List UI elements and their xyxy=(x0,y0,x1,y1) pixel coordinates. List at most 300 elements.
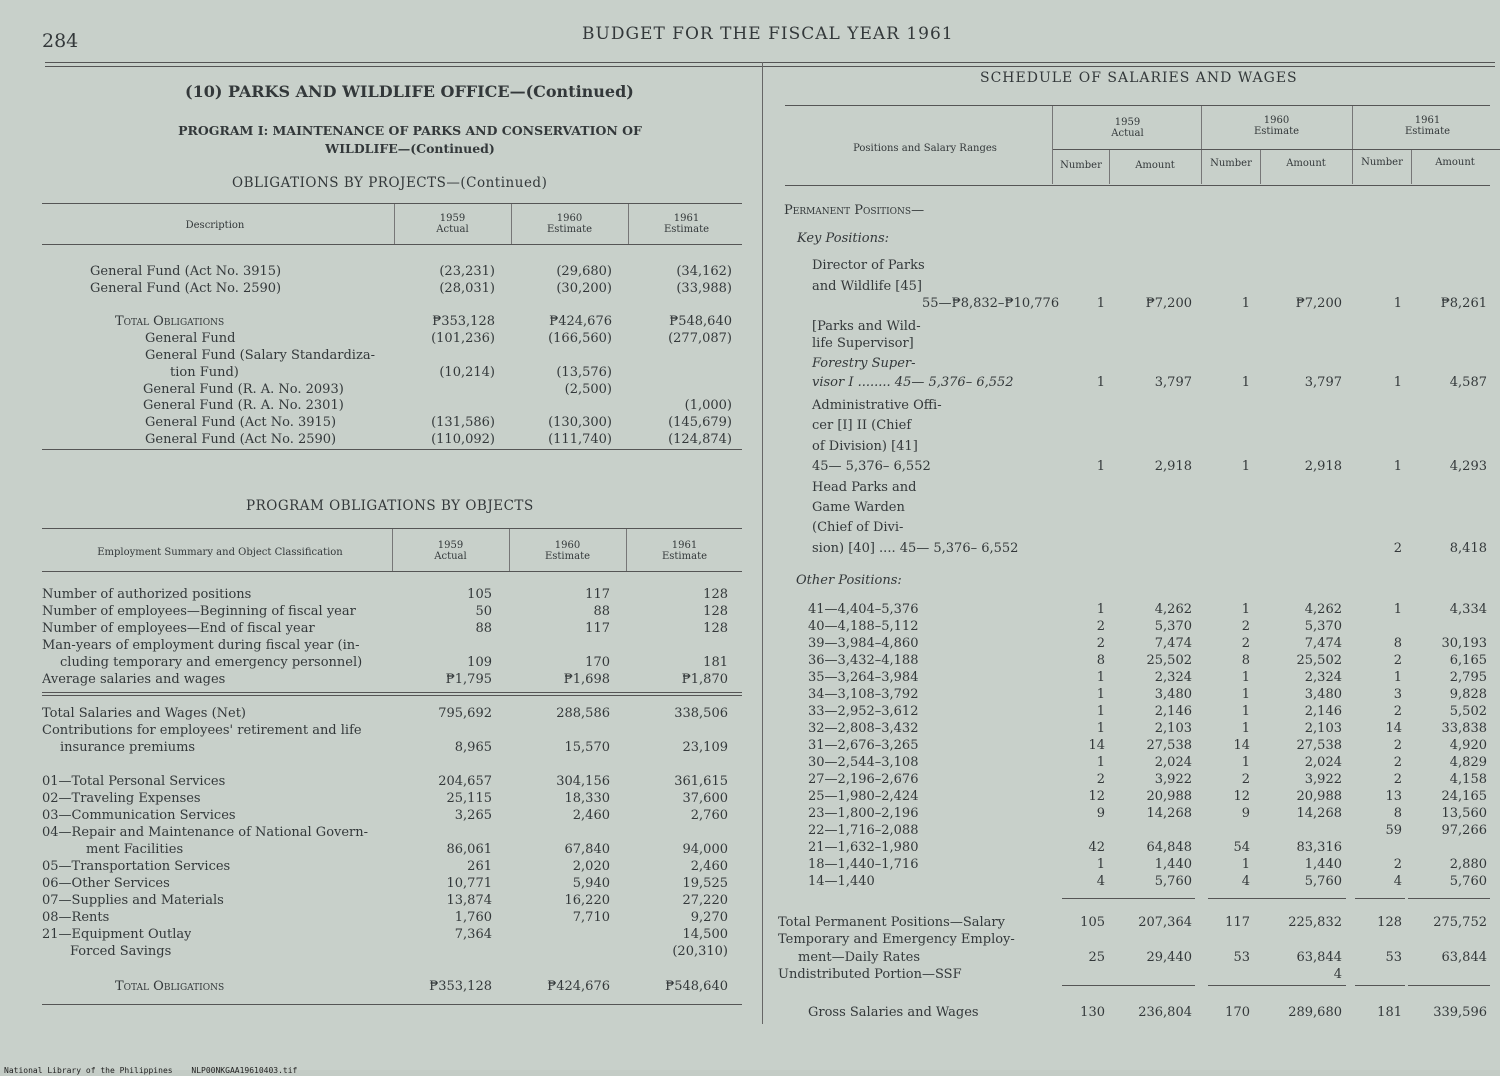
salaries-group-1959: 1959 Actual xyxy=(1111,117,1144,139)
row-value: 15,570 xyxy=(564,740,610,755)
salary-value: 27,538 xyxy=(1146,738,1192,753)
row-value: 288,586 xyxy=(556,706,610,721)
row-value: 2,460 xyxy=(690,859,728,874)
salary-value: 1 xyxy=(1241,857,1250,872)
salary-value: 1 xyxy=(1393,375,1402,390)
key-position-title: life Supervisor] xyxy=(812,336,914,351)
salary-range: 18—1,440–1,716 xyxy=(808,857,919,872)
key-positions-label: Key Positions: xyxy=(797,231,890,246)
salary-value: 9 xyxy=(1096,806,1105,821)
salary-range: 41—4,404–5,376 xyxy=(808,602,919,617)
row-value: (20,310) xyxy=(672,944,728,959)
salary-value: 20,988 xyxy=(1146,789,1192,804)
salary-value: 2,103 xyxy=(1304,721,1342,736)
obligations-col-1961: 1961 Estimate xyxy=(663,213,710,235)
salary-value: 4 xyxy=(1096,874,1105,889)
salary-value: 4,293 xyxy=(1449,459,1487,474)
salary-value: 3,480 xyxy=(1304,687,1342,702)
row-value: (124,874) xyxy=(668,432,732,447)
objects-row xyxy=(40,603,740,620)
salary-value: 5,370 xyxy=(1304,619,1342,634)
sub-number-1960: Number xyxy=(1210,158,1252,169)
row-value: 105 xyxy=(467,587,492,602)
salary-value: 1 xyxy=(1241,755,1250,770)
salary-range: 22—1,716–2,088 xyxy=(808,823,919,838)
other-position-row xyxy=(770,754,1500,771)
salary-value: 1 xyxy=(1241,296,1250,311)
row-value: 50 xyxy=(475,604,492,619)
obligations-row xyxy=(40,364,740,381)
salary-total-row xyxy=(770,1004,1500,1021)
header-rule xyxy=(45,62,1495,67)
key-position-title: Director of Parks xyxy=(812,258,925,273)
salary-value: 289,680 xyxy=(1288,1005,1342,1020)
salary-value: ₱8,261 xyxy=(1440,296,1487,311)
salary-value: 1 xyxy=(1096,857,1105,872)
row-value: 128 xyxy=(703,621,728,636)
objects-row xyxy=(40,620,740,637)
salary-value: 2,918 xyxy=(1154,459,1192,474)
other-position-row xyxy=(770,601,1500,618)
salary-range: 31—2,676–3,265 xyxy=(808,738,919,753)
salary-value: 4,829 xyxy=(1449,755,1487,770)
salary-value: 1 xyxy=(1393,296,1402,311)
row-value: 94,000 xyxy=(682,842,728,857)
key-position-range: visor I ........ 45— 5,376– 6,552 xyxy=(812,375,1014,390)
sub-amount-1960: Amount xyxy=(1286,158,1326,169)
salary-value: 2 xyxy=(1393,857,1402,872)
objects-col-1959: 1959 Actual xyxy=(434,540,467,562)
obligations-col-1960: 1960 Estimate xyxy=(546,213,593,235)
other-position-row xyxy=(770,618,1500,635)
other-position-row xyxy=(770,822,1500,839)
salary-value: 14,268 xyxy=(1296,806,1342,821)
salary-value: 2 xyxy=(1393,755,1402,770)
other-position-row xyxy=(770,703,1500,720)
salary-value: 2 xyxy=(1393,704,1402,719)
salaries-group-1961: 1961 Estimate xyxy=(1404,115,1451,137)
column-divider xyxy=(762,62,763,1024)
row-value: (110,092) xyxy=(431,432,495,447)
row-label: Forced Savings xyxy=(70,944,172,959)
total-rule xyxy=(1208,898,1260,899)
salary-value: 1 xyxy=(1096,704,1105,719)
row-value: 25,115 xyxy=(446,791,492,806)
salary-value: 128 xyxy=(1377,915,1402,930)
row-value: 204,657 xyxy=(438,774,492,789)
row-value: ₱424,676 xyxy=(549,314,612,329)
row-value: 261 xyxy=(467,859,492,874)
sub-amount-1961: Amount xyxy=(1435,157,1475,168)
program-title-line2: WILDLIFE—(Continued) xyxy=(325,141,495,156)
salary-range: 23—1,800–2,196 xyxy=(808,806,919,821)
row-value: 128 xyxy=(703,604,728,619)
salary-values xyxy=(770,295,1500,312)
salary-total-row xyxy=(770,914,1500,931)
other-position-row xyxy=(770,805,1500,822)
salary-value: 2 xyxy=(1393,738,1402,753)
salary-value: 2,024 xyxy=(1304,755,1342,770)
salary-value: 7,474 xyxy=(1154,636,1192,651)
salary-value: 42 xyxy=(1088,840,1105,855)
salary-range: 36—3,432–4,188 xyxy=(808,653,919,668)
key-position-range: 45— 5,376– 6,552 xyxy=(812,459,931,474)
other-position-row xyxy=(770,771,1500,788)
salary-value: 1 xyxy=(1096,602,1105,617)
row-label: 04—Repair and Maintenance of National Govern- xyxy=(42,825,369,840)
other-position-row xyxy=(770,839,1500,856)
row-label: Number of authorized positions xyxy=(42,587,252,602)
salary-value: 97,266 xyxy=(1441,823,1487,838)
other-position-row xyxy=(770,720,1500,737)
salary-value: 236,804 xyxy=(1138,1005,1192,1020)
salary-value: 12 xyxy=(1233,789,1250,804)
salary-value: 63,844 xyxy=(1296,950,1342,965)
salary-value: 8 xyxy=(1393,636,1402,651)
salary-value: 3,797 xyxy=(1304,375,1342,390)
salary-value: 14 xyxy=(1088,738,1105,753)
salary-value: 5,370 xyxy=(1154,619,1192,634)
salary-value: 4,262 xyxy=(1304,602,1342,617)
salary-value: 27,538 xyxy=(1296,738,1342,753)
salary-value: 1 xyxy=(1096,670,1105,685)
sub-amount-1959: Amount xyxy=(1135,160,1175,171)
salary-values xyxy=(770,540,1500,557)
total-label: Undistributed Portion—SSF xyxy=(778,967,962,982)
objects-row xyxy=(40,875,740,892)
row-label: General Fund (Act No. 3915) xyxy=(145,415,337,430)
key-position-title: cer [I] II (Chief xyxy=(812,418,912,433)
salary-value: 53 xyxy=(1233,950,1250,965)
salary-value: 30,193 xyxy=(1441,636,1487,651)
objects-row xyxy=(40,892,740,909)
salary-value: ₱7,200 xyxy=(1295,296,1342,311)
objects-row xyxy=(40,926,740,943)
key-position-title: [Parks and Wild- xyxy=(812,319,921,334)
row-label: Number of employees—Beginning of fiscal year xyxy=(42,604,356,619)
row-value: 170 xyxy=(585,655,610,670)
row-label: Total Obligations xyxy=(115,314,225,329)
program-title-line1: PROGRAM I: MAINTENANCE OF PARKS AND CONSERVATION OF xyxy=(178,123,642,138)
salary-value: 4,158 xyxy=(1449,772,1487,787)
objects-row xyxy=(40,654,740,671)
objects-row xyxy=(40,943,740,960)
salary-value: 339,596 xyxy=(1433,1005,1487,1020)
row-value: 67,840 xyxy=(564,842,610,857)
rule xyxy=(42,1004,742,1005)
row-value: (277,087) xyxy=(668,331,732,346)
objects-row xyxy=(40,637,740,654)
objects-row xyxy=(40,773,740,790)
footer-filename: NLP00NKGAA19610403.tif xyxy=(191,1066,298,1075)
salary-value: 2,880 xyxy=(1449,857,1487,872)
obligations-col-1959: 1959 Actual xyxy=(436,213,469,235)
salary-value: 275,752 xyxy=(1433,915,1487,930)
row-label: 01—Total Personal Services xyxy=(42,774,226,789)
salary-value: 1 xyxy=(1241,602,1250,617)
row-label: Total Salaries and Wages (Net) xyxy=(42,706,247,721)
row-value: 37,600 xyxy=(682,791,728,806)
key-position-title: of Division) [41] xyxy=(812,439,918,454)
salary-value: 1 xyxy=(1241,687,1250,702)
salary-value: 13 xyxy=(1385,789,1402,804)
salary-range: 21—1,632–1,980 xyxy=(808,840,919,855)
objects-row xyxy=(40,671,740,688)
other-position-row xyxy=(770,788,1500,805)
objects-row xyxy=(40,722,740,739)
salary-value: 24,165 xyxy=(1441,789,1487,804)
salary-range: 25—1,980–2,424 xyxy=(808,789,919,804)
salary-range: 27—2,196–2,676 xyxy=(808,772,919,787)
row-value: 3,265 xyxy=(454,808,492,823)
salary-value: 25 xyxy=(1088,950,1105,965)
row-label: 08—Rents xyxy=(42,910,110,925)
row-value: 13,874 xyxy=(446,893,492,908)
objects-row xyxy=(40,841,740,858)
salary-value: 2 xyxy=(1393,653,1402,668)
row-value: 5,940 xyxy=(572,876,610,891)
row-value: (166,560) xyxy=(548,331,612,346)
salary-values xyxy=(770,458,1500,475)
row-value: (10,214) xyxy=(439,365,495,380)
office-title: (10) PARKS AND WILDLIFE OFFICE—(Continued) xyxy=(185,82,634,101)
sub-number-1959: Number xyxy=(1060,160,1102,171)
obligations-col-desc: Description xyxy=(185,220,245,231)
salary-value: 1,440 xyxy=(1304,857,1342,872)
salary-value: 29,440 xyxy=(1146,950,1192,965)
salary-value: 1 xyxy=(1096,375,1105,390)
total-rule xyxy=(1260,985,1346,986)
total-rule xyxy=(1355,898,1405,899)
row-label: 06—Other Services xyxy=(42,876,170,891)
salary-total-row xyxy=(770,966,1500,983)
salary-value: 5,760 xyxy=(1154,874,1192,889)
salary-value: 3,480 xyxy=(1154,687,1192,702)
row-value: ₱1,870 xyxy=(681,672,728,687)
row-value: 88 xyxy=(593,604,610,619)
salary-value: 5,760 xyxy=(1304,874,1342,889)
salary-value: 4,920 xyxy=(1449,738,1487,753)
row-value: 23,109 xyxy=(682,740,728,755)
total-rule xyxy=(1062,985,1112,986)
salary-value: 225,832 xyxy=(1288,915,1342,930)
other-position-row xyxy=(770,652,1500,669)
salary-value: 25,502 xyxy=(1146,653,1192,668)
objects-row xyxy=(40,824,740,841)
salary-value: 4,334 xyxy=(1449,602,1487,617)
objects-row xyxy=(40,790,740,807)
rule xyxy=(785,185,1490,186)
row-label: tion Fund) xyxy=(170,365,239,380)
row-value: 2,460 xyxy=(572,808,610,823)
row-value: ₱353,128 xyxy=(432,314,495,329)
other-position-row xyxy=(770,635,1500,652)
page-header-title: BUDGET FOR THE FISCAL YEAR 1961 xyxy=(582,24,954,44)
sub-number-1961: Number xyxy=(1361,157,1403,168)
row-value: ₱548,640 xyxy=(669,314,732,329)
salary-value: 54 xyxy=(1233,840,1250,855)
key-position-title: Game Warden xyxy=(812,500,905,515)
row-value: (30,200) xyxy=(556,281,612,296)
salary-value: 117 xyxy=(1225,915,1250,930)
row-value: 2,020 xyxy=(572,859,610,874)
row-label: General Fund xyxy=(145,331,236,346)
salary-value: 3,922 xyxy=(1304,772,1342,787)
objects-row xyxy=(40,858,740,875)
other-position-row xyxy=(770,669,1500,686)
salary-value: 2,024 xyxy=(1154,755,1192,770)
salary-value: 13,560 xyxy=(1441,806,1487,821)
salary-value: 1 xyxy=(1393,670,1402,685)
row-value: (1,000) xyxy=(684,398,732,413)
key-position-range: 55—₱8,832–₱10,776 xyxy=(922,296,1060,311)
row-value: 128 xyxy=(703,587,728,602)
row-value: 795,692 xyxy=(438,706,492,721)
key-position-title: Administrative Offi- xyxy=(812,398,942,413)
obligations-row xyxy=(40,280,740,297)
salary-values xyxy=(770,374,1500,391)
salary-value: 181 xyxy=(1377,1005,1402,1020)
salary-value: 3,797 xyxy=(1154,375,1192,390)
salary-value: 207,364 xyxy=(1138,915,1192,930)
salary-value: 2,918 xyxy=(1304,459,1342,474)
salary-value: 2,103 xyxy=(1154,721,1192,736)
objects-title: PROGRAM OBLIGATIONS BY OBJECTS xyxy=(246,498,534,514)
salary-range: 39—3,984–4,860 xyxy=(808,636,919,651)
row-value: 117 xyxy=(585,621,610,636)
salary-range: 34—3,108–3,792 xyxy=(808,687,919,702)
row-value: 88 xyxy=(475,621,492,636)
salary-value: 1 xyxy=(1096,296,1105,311)
salary-value: 8 xyxy=(1393,806,1402,821)
obligations-row xyxy=(40,263,740,280)
salary-value: 2 xyxy=(1241,772,1250,787)
row-value: (131,586) xyxy=(431,415,495,430)
salary-value: 1 xyxy=(1241,721,1250,736)
salary-range: 32—2,808–3,432 xyxy=(808,721,919,736)
row-value: 338,506 xyxy=(674,706,728,721)
rule xyxy=(785,105,1490,106)
salary-value: 2 xyxy=(1241,619,1250,634)
row-value: (29,680) xyxy=(556,264,612,279)
other-position-row xyxy=(770,686,1500,703)
key-position-title: Head Parks and xyxy=(812,480,917,495)
objects-row xyxy=(40,705,740,722)
row-label: 02—Traveling Expenses xyxy=(42,791,201,806)
salary-value: 1 xyxy=(1241,704,1250,719)
salary-range: 33—2,952–3,612 xyxy=(808,704,919,719)
objects-row xyxy=(40,807,740,824)
salary-value: 4 xyxy=(1393,874,1402,889)
row-label: General Fund (Act No. 2590) xyxy=(145,432,337,447)
salary-value: 8 xyxy=(1096,653,1105,668)
row-value: ₱353,128 xyxy=(429,979,492,994)
row-label: 03—Communication Services xyxy=(42,808,236,823)
salary-value: 59 xyxy=(1385,823,1402,838)
salary-total-row xyxy=(770,949,1500,966)
salary-value: 1 xyxy=(1096,721,1105,736)
total-rule xyxy=(1208,985,1260,986)
other-position-row xyxy=(770,737,1500,754)
row-label: insurance premiums xyxy=(60,740,196,755)
program-title xyxy=(130,122,690,158)
other-positions-label: Other Positions: xyxy=(796,573,902,588)
salary-value: 2,324 xyxy=(1304,670,1342,685)
row-value: 9,270 xyxy=(690,910,728,925)
obligations-title: OBLIGATIONS BY PROJECTS—(Continued) xyxy=(232,175,548,191)
row-label: General Fund (R. A. No. 2301) xyxy=(143,398,344,413)
obligations-row xyxy=(40,397,740,414)
row-value: (111,740) xyxy=(548,432,612,447)
rule xyxy=(42,692,742,693)
salary-value: 1 xyxy=(1241,670,1250,685)
salary-value: 8,418 xyxy=(1449,541,1487,556)
objects-col-desc: Employment Summary and Object Classification xyxy=(97,547,343,558)
salary-value: 4,262 xyxy=(1154,602,1192,617)
obligations-row xyxy=(40,381,740,398)
salary-value: 2 xyxy=(1096,772,1105,787)
row-value: (23,231) xyxy=(439,264,495,279)
salaries-title: SCHEDULE OF SALARIES AND WAGES xyxy=(980,70,1298,86)
footer-library: National Library of the Philippines xyxy=(4,1066,173,1075)
salary-value: 5,760 xyxy=(1449,874,1487,889)
salary-value: 2 xyxy=(1096,619,1105,634)
rule xyxy=(42,571,742,572)
total-rule xyxy=(1062,898,1112,899)
key-position-range: sion) [40] .... 45— 5,376– 6,552 xyxy=(812,541,1019,556)
row-label: General Fund (Act No. 3915) xyxy=(90,264,282,279)
rule xyxy=(42,449,742,450)
key-position-title: and Wildlife [45] xyxy=(812,279,922,294)
row-value: 109 xyxy=(467,655,492,670)
salary-range: 40—4,188–5,112 xyxy=(808,619,919,634)
salary-value: 2,795 xyxy=(1449,670,1487,685)
row-label: 07—Supplies and Materials xyxy=(42,893,224,908)
salary-value: 14 xyxy=(1233,738,1250,753)
salary-value: 5,502 xyxy=(1449,704,1487,719)
salary-range: 30—2,544–3,108 xyxy=(808,755,919,770)
salary-value: ₱7,200 xyxy=(1145,296,1192,311)
salary-value: 2,324 xyxy=(1154,670,1192,685)
salary-value: 2 xyxy=(1393,541,1402,556)
salary-value: 33,838 xyxy=(1441,721,1487,736)
objects-row xyxy=(40,739,740,756)
salary-value: 4,587 xyxy=(1449,375,1487,390)
row-value: (130,300) xyxy=(548,415,612,430)
salary-value: 130 xyxy=(1080,1005,1105,1020)
salary-value: 4 xyxy=(1241,874,1250,889)
salary-value: 3,922 xyxy=(1154,772,1192,787)
salary-range: 35—3,264–3,984 xyxy=(808,670,919,685)
salary-value: 3 xyxy=(1393,687,1402,702)
objects-row xyxy=(40,586,740,603)
salary-range: 14—1,440 xyxy=(808,874,875,889)
salary-value: 2,146 xyxy=(1154,704,1192,719)
rule xyxy=(42,203,742,204)
salary-value: 170 xyxy=(1225,1005,1250,1020)
total-rule xyxy=(1110,985,1195,986)
row-value: 117 xyxy=(585,587,610,602)
salary-value: 1 xyxy=(1393,602,1402,617)
total-rule xyxy=(1355,985,1405,986)
objects-row xyxy=(40,909,740,926)
salary-value: 12 xyxy=(1088,789,1105,804)
salary-value: 105 xyxy=(1080,915,1105,930)
salary-value: 2 xyxy=(1096,636,1105,651)
row-label: General Fund (Salary Standardiza- xyxy=(145,348,375,363)
row-value: (2,500) xyxy=(564,382,612,397)
row-value: (33,988) xyxy=(676,281,732,296)
